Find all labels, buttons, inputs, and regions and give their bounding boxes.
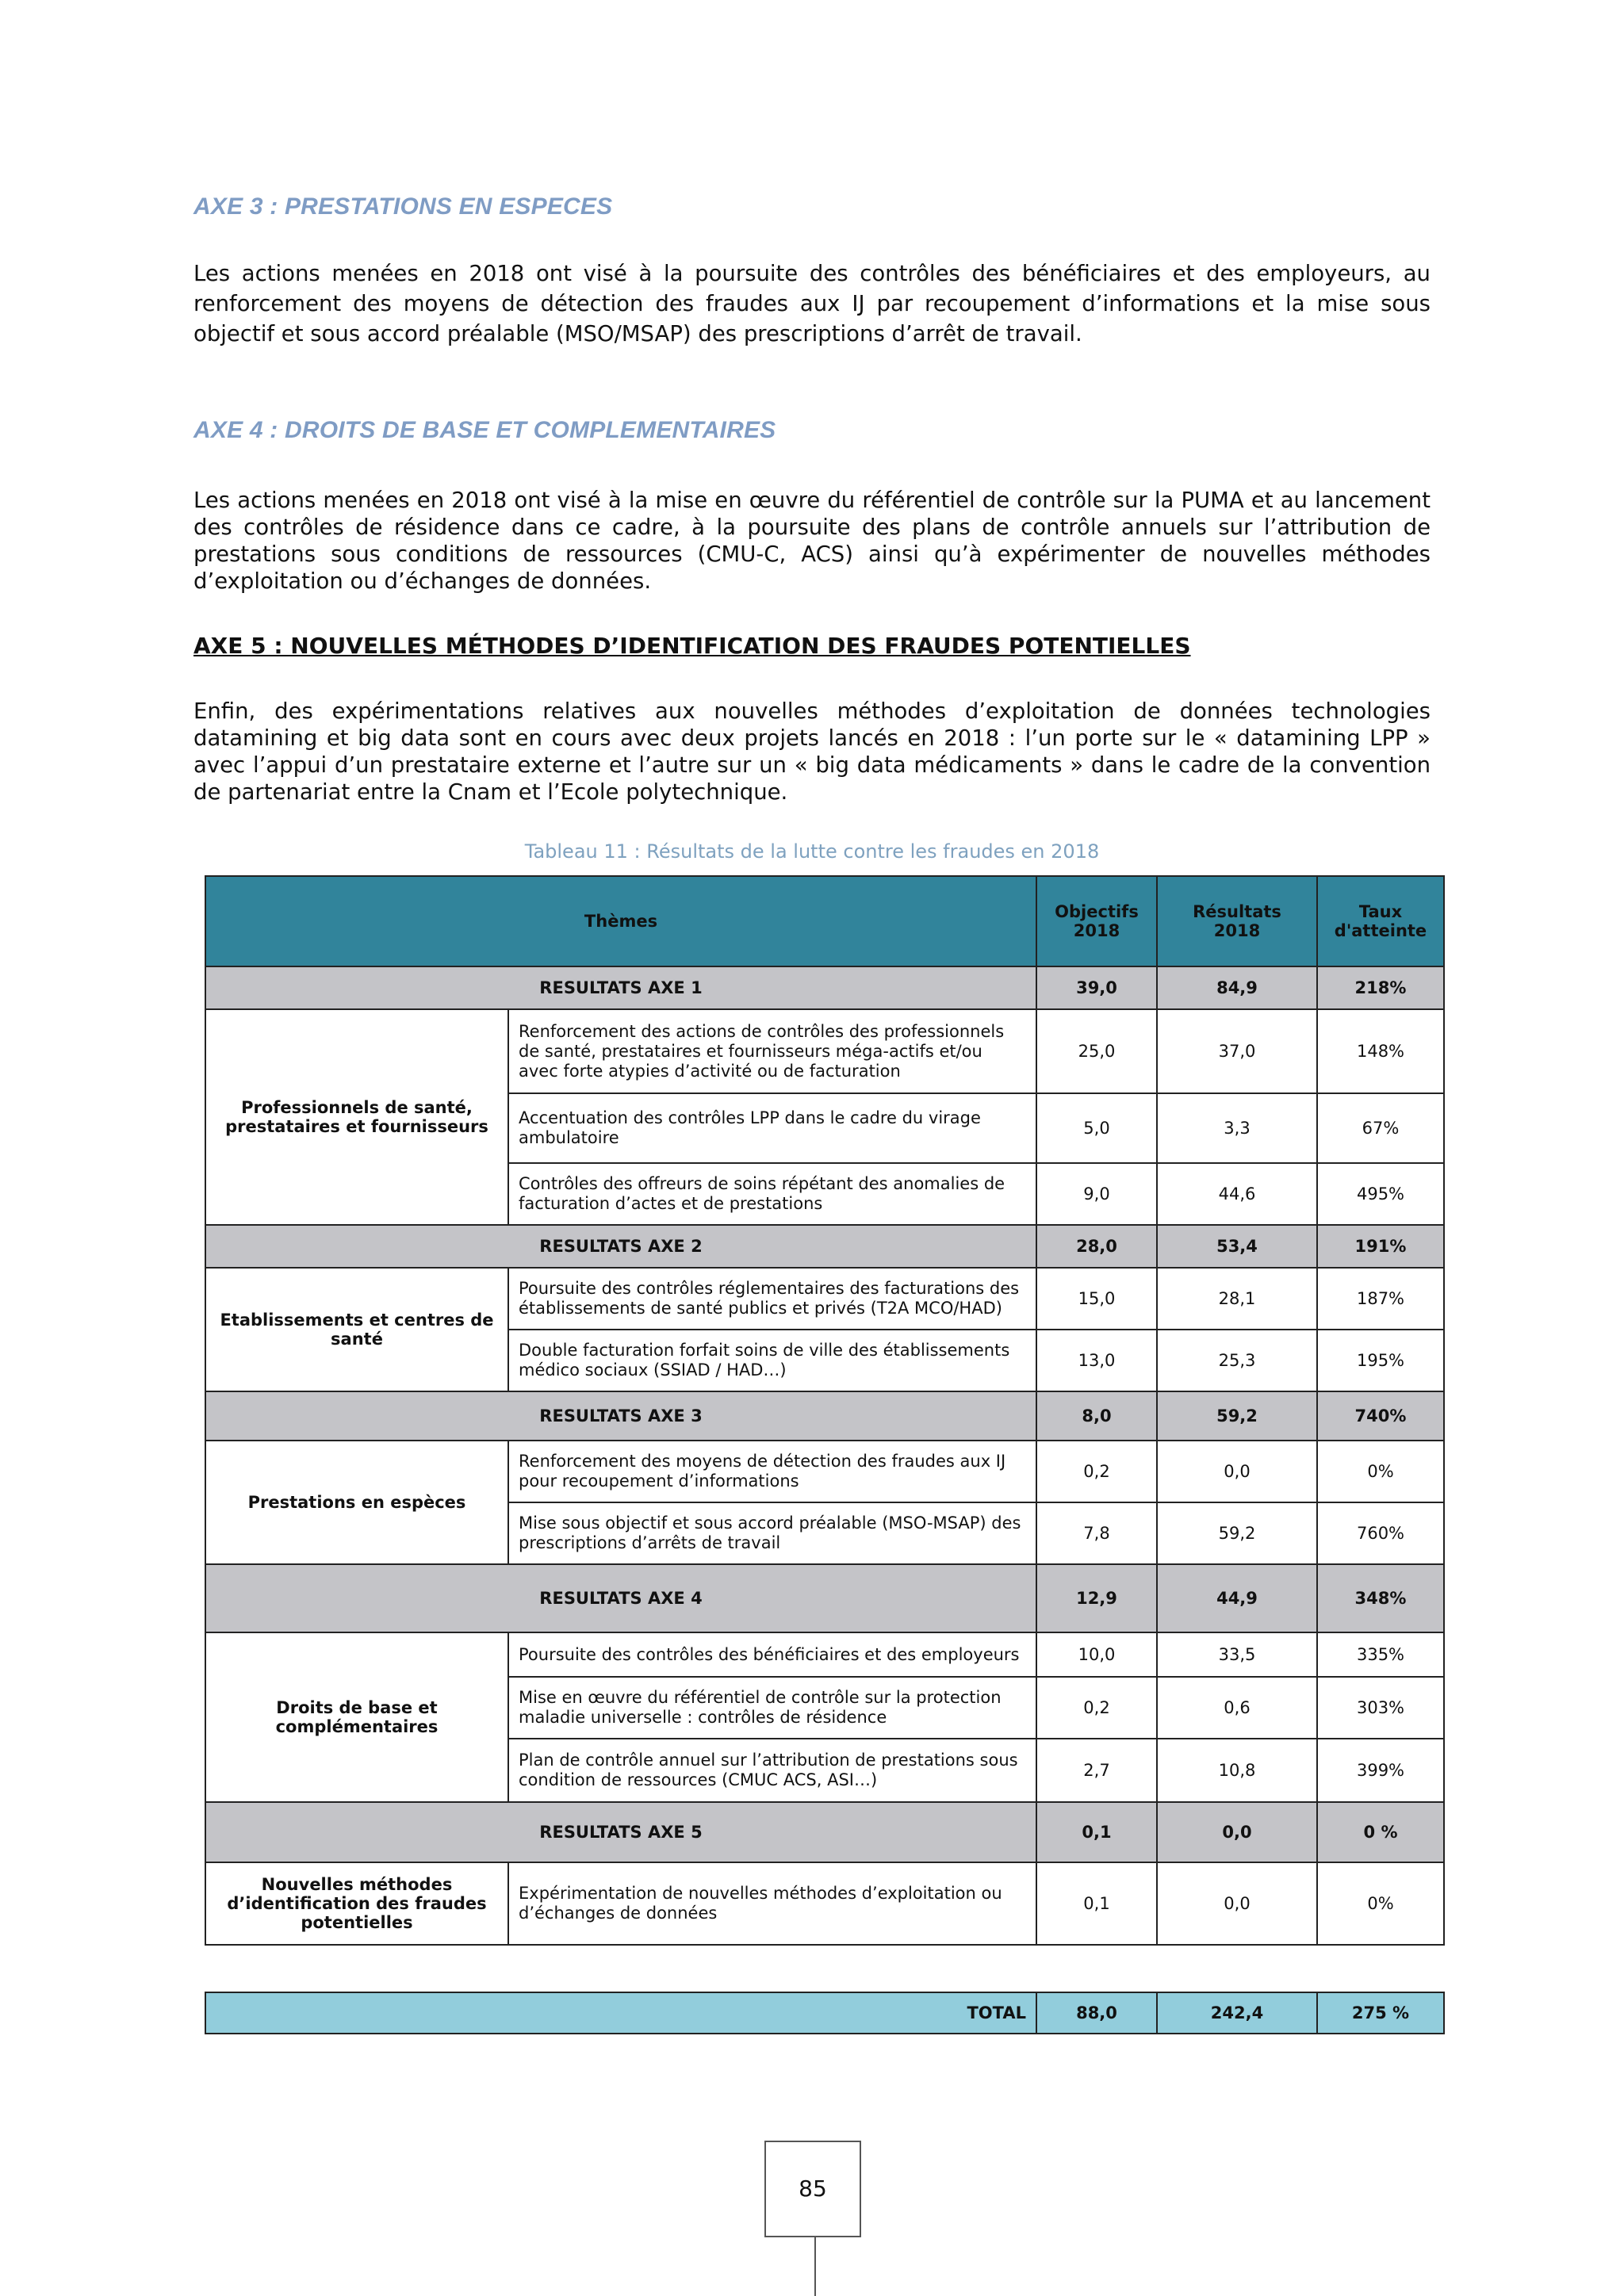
- objectif-cell: 13,0: [1036, 1330, 1157, 1391]
- taux-cell: 0%: [1317, 1862, 1444, 1945]
- objectif-cell: 0,2: [1036, 1441, 1157, 1502]
- theme-cell: Prestations en espèces: [205, 1441, 508, 1564]
- header-resultats: Résultats 2018: [1157, 876, 1317, 966]
- axe-taux: 218%: [1317, 966, 1444, 1009]
- action-cell: Renforcement des moyens de détection des fraudes aux IJ pour recoupement d’informations: [508, 1441, 1036, 1502]
- action-cell: Mise en œuvre du référentiel de contrôle sur la protection maladie universelle : contrôles de résidence: [508, 1677, 1036, 1739]
- table-caption: Tableau 11 : Résultats de la lutte contre les fraudes en 2018: [524, 840, 1100, 863]
- axe-label: RESULTATS AXE 1: [205, 966, 1036, 1009]
- axe-resultat: 53,4: [1157, 1225, 1317, 1268]
- table-row: [205, 1009, 1444, 1093]
- resultat-cell: 3,3: [1157, 1093, 1317, 1163]
- axe-summary-row: [205, 1391, 1444, 1441]
- total-resultat: 242,4: [1157, 1992, 1317, 2034]
- results-table: [205, 875, 1445, 1946]
- resultat-cell: 59,2: [1157, 1502, 1317, 1564]
- resultat-cell: 25,3: [1157, 1330, 1317, 1391]
- theme-cell: Nouvelles méthodes d’identification des fraudes potentielles: [205, 1862, 508, 1945]
- objectif-cell: 5,0: [1036, 1093, 1157, 1163]
- axe-resultat: 84,9: [1157, 966, 1317, 1009]
- axe-objectif: 28,0: [1036, 1225, 1157, 1268]
- total-row: [205, 1992, 1444, 2034]
- action-cell: Accentuation des contrôles LPP dans le cadre du virage ambulatoire: [508, 1093, 1036, 1163]
- resultat-cell: 37,0: [1157, 1009, 1317, 1093]
- resultat-cell: 0,0: [1157, 1862, 1317, 1945]
- resultat-cell: 44,6: [1157, 1163, 1317, 1225]
- axe-objectif: 12,9: [1036, 1564, 1157, 1632]
- header-taux: Taux d'atteinte: [1317, 876, 1444, 966]
- taux-cell: 195%: [1317, 1330, 1444, 1391]
- objectif-cell: 15,0: [1036, 1268, 1157, 1330]
- resultat-cell: 0,6: [1157, 1677, 1317, 1739]
- taux-cell: 67%: [1317, 1093, 1444, 1163]
- resultat-cell: 28,1: [1157, 1268, 1317, 1330]
- objectif-cell: 0,2: [1036, 1677, 1157, 1739]
- action-cell: Poursuite des contrôles des bénéficiaires et des employeurs: [508, 1632, 1036, 1677]
- axe-summary-row: [205, 1564, 1444, 1632]
- taux-cell: 335%: [1317, 1632, 1444, 1677]
- taux-cell: 760%: [1317, 1502, 1444, 1564]
- axe-label: RESULTATS AXE 2: [205, 1225, 1036, 1268]
- action-cell: Plan de contrôle annuel sur l’attribution de prestations sous condition de ressources (CMUC ACS, ASI…): [508, 1739, 1036, 1802]
- axe4-heading: AXE 4 : DROITS DE BASE ET COMPLEMENTAIRES: [193, 417, 776, 443]
- taux-cell: 399%: [1317, 1739, 1444, 1802]
- taux-cell: 303%: [1317, 1677, 1444, 1739]
- table-row: [205, 1632, 1444, 1677]
- table-header-row: [205, 876, 1444, 966]
- action-cell: Renforcement des actions de contrôles des professionnels de santé, prestataires et fournisseurs méga-actifs et/ou avec forte atypies d’activité ou de facturation: [508, 1009, 1036, 1093]
- axe-resultat: 59,2: [1157, 1391, 1317, 1441]
- total-label: TOTAL: [205, 1992, 1036, 2034]
- objectif-cell: 9,0: [1036, 1163, 1157, 1225]
- axe-objectif: 0,1: [1036, 1802, 1157, 1862]
- action-cell: Expérimentation de nouvelles méthodes d’exploitation ou d’échanges de données: [508, 1862, 1036, 1945]
- axe-taux: 0 %: [1317, 1802, 1444, 1862]
- axe-taux: 740%: [1317, 1391, 1444, 1441]
- axe-taux: 348%: [1317, 1564, 1444, 1632]
- action-cell: Contrôles des offreurs de soins répétant des anomalies de facturation d’actes et de prestations: [508, 1163, 1036, 1225]
- taux-cell: 187%: [1317, 1268, 1444, 1330]
- axe-label: RESULTATS AXE 4: [205, 1564, 1036, 1632]
- axe-label: RESULTATS AXE 5: [205, 1802, 1036, 1862]
- taux-cell: 0%: [1317, 1441, 1444, 1502]
- header-objectifs: Objectifs 2018: [1036, 876, 1157, 966]
- objectif-cell: 25,0: [1036, 1009, 1157, 1093]
- taux-cell: 148%: [1317, 1009, 1444, 1093]
- action-cell: Double facturation forfait soins de ville des établissements médico sociaux (SSIAD / HAD…): [508, 1330, 1036, 1391]
- axe-resultat: 44,9: [1157, 1564, 1317, 1632]
- action-cell: Poursuite des contrôles réglementaires des facturations des établissements de santé publics et privés (T2A MCO/HAD): [508, 1268, 1036, 1330]
- axe-objectif: 39,0: [1036, 966, 1157, 1009]
- axe-label: RESULTATS AXE 3: [205, 1391, 1036, 1441]
- table-row: [205, 1441, 1444, 1502]
- axe5-paragraph: Enfin, des expérimentations relatives aux nouvelles méthodes d’exploitation de données technologies datamining et big data sont en cours avec deux projets lancés en 2018 : l’un porte sur le « datamining LPP » avec l’appui d’un prestataire externe et l’autre sur un « big data médicaments » dans le cadre de la convention de partenariat entre la Cnam et l’Ecole polytechnique.: [193, 698, 1431, 805]
- total-objectif: 88,0: [1036, 1992, 1157, 2034]
- theme-cell: Professionnels de santé, prestataires et fournisseurs: [205, 1009, 508, 1225]
- axe-summary-row: [205, 1225, 1444, 1268]
- axe5-heading: AXE 5 : NOUVELLES MÉTHODES D’IDENTIFICATION DES FRAUDES POTENTIELLES: [193, 633, 1191, 659]
- header-themes: Thèmes: [205, 876, 1036, 966]
- objectif-cell: 10,0: [1036, 1632, 1157, 1677]
- theme-cell: Etablissements et centres de santé: [205, 1268, 508, 1391]
- axe-summary-row: [205, 966, 1444, 1009]
- axe-resultat: 0,0: [1157, 1802, 1317, 1862]
- page-number: 85: [764, 2141, 861, 2237]
- taux-cell: 495%: [1317, 1163, 1444, 1225]
- axe-summary-row: [205, 1802, 1444, 1862]
- axe-taux: 191%: [1317, 1225, 1444, 1268]
- objectif-cell: 7,8: [1036, 1502, 1157, 1564]
- resultat-cell: 10,8: [1157, 1739, 1317, 1802]
- theme-cell: Droits de base et complémentaires: [205, 1632, 508, 1802]
- objectif-cell: 2,7: [1036, 1739, 1157, 1802]
- objectif-cell: 0,1: [1036, 1862, 1157, 1945]
- action-cell: Mise sous objectif et sous accord préalable (MSO-MSAP) des prescriptions d’arrêts de travail: [508, 1502, 1036, 1564]
- table-row: [205, 1862, 1444, 1945]
- resultat-cell: 0,0: [1157, 1441, 1317, 1502]
- resultat-cell: 33,5: [1157, 1632, 1317, 1677]
- table-row: [205, 1268, 1444, 1330]
- page-number-connector: [814, 2236, 816, 2296]
- axe-objectif: 8,0: [1036, 1391, 1157, 1441]
- total-taux: 275 %: [1317, 1992, 1444, 2034]
- axe3-paragraph: Les actions menées en 2018 ont visé à la poursuite des contrôles des bénéficiaires et des employeurs, au renforcement des moyens de détection des fraudes aux IJ par recoupement d’informations et la mise sous objectif et sous accord préalable (MSO/MSAP) des prescriptions d’arrêt de travail.: [193, 261, 1431, 346]
- axe3-heading: AXE 3 : PRESTATIONS EN ESPECES: [193, 193, 613, 220]
- total-table: [205, 1992, 1445, 2034]
- axe4-paragraph: Les actions menées en 2018 ont visé à la mise en œuvre du référentiel de contrôle sur la PUMA et au lancement des contrôles de résidence dans ce cadre, à la poursuite des plans de contrôle annuels sur l’attribution de prestations sous conditions de ressources (CMU-C, ACS) ainsi qu’à expérimenter de nouvelles méthodes d’exploitation ou d’échanges de données.: [193, 488, 1431, 594]
